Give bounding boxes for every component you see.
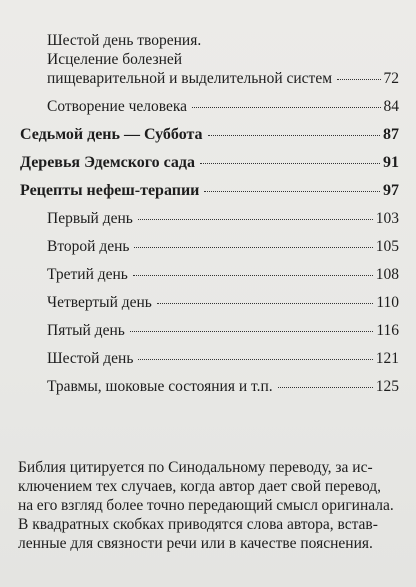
toc-entry-title: Сотворение человека xyxy=(47,98,188,115)
toc-entry-page: 87 xyxy=(383,126,399,143)
dot-leader xyxy=(204,191,380,192)
toc-entry-recipe-day-5[interactable] xyxy=(47,322,399,340)
toc-entry-title: Третий день xyxy=(47,266,128,283)
toc-entry-page: 72 xyxy=(383,70,399,87)
toc-entry-title: Пятый день xyxy=(47,322,125,339)
toc-entry-page: 84 xyxy=(383,98,399,115)
dot-leader xyxy=(130,331,374,332)
toc-entry-recipe-day-2[interactable] xyxy=(47,238,399,256)
dot-leader xyxy=(133,275,373,276)
dot-leader xyxy=(200,163,380,164)
footnote-line: ключением тех случаев, когда автор дает свой перевод, xyxy=(18,478,382,495)
toc-entry-page: 103 xyxy=(375,210,399,227)
toc-entry-eden-trees[interactable] xyxy=(20,154,399,172)
toc-day6-subtitle: Исцеление болезней xyxy=(47,51,183,68)
toc-entry-page: 97 xyxy=(383,182,399,199)
toc-entry-recipe-day-4[interactable] xyxy=(47,294,399,312)
toc-entry-page: 116 xyxy=(376,322,399,339)
dot-leader xyxy=(278,387,373,388)
toc-entry-recipe-day-6[interactable] xyxy=(47,350,399,368)
toc-entry-page: 91 xyxy=(383,154,399,171)
toc-day6-title: Шестой день творения. xyxy=(47,32,202,49)
toc-entry-page: 110 xyxy=(376,294,399,311)
footnote-line: Библия цитируется по Синодальному переводу, за ис- xyxy=(18,459,373,476)
toc-entry-page: 125 xyxy=(375,378,399,395)
dot-leader xyxy=(208,135,380,136)
toc-entry-title: Шестой день xyxy=(47,350,134,367)
toc-entry-title: Деревья Эдемского сада xyxy=(20,154,195,171)
dot-leader xyxy=(337,79,380,80)
toc-entry-title: Первый день xyxy=(47,210,133,227)
dot-leader xyxy=(138,359,372,360)
toc-entry-recipes[interactable] xyxy=(20,182,399,200)
toc-entry-day7[interactable] xyxy=(20,126,399,144)
toc-entry-digestive[interactable] xyxy=(47,70,399,88)
dot-leader xyxy=(192,107,380,108)
toc-entry-title: Второй день xyxy=(47,238,130,255)
toc-entry-recipe-day-1[interactable] xyxy=(47,210,399,228)
toc-entry-title: Седьмой день — Суббота xyxy=(20,126,203,143)
toc-entry-title: пищеварительной и выделительной систем xyxy=(47,70,333,87)
dot-leader xyxy=(138,219,373,220)
toc-entry-title: Четвертый день xyxy=(47,294,152,311)
footnote-line: на его взгляд более точно передающий смысл оригинала. xyxy=(18,497,394,514)
toc-entry-trauma[interactable] xyxy=(47,378,399,396)
toc-entry-creation-of-man[interactable] xyxy=(47,98,399,116)
dot-leader xyxy=(134,247,372,248)
toc-entry-recipe-day-3[interactable] xyxy=(47,266,399,284)
footnote-line: ленные для связности речи или в качестве пояснения. xyxy=(18,535,373,552)
toc-entry-page: 105 xyxy=(375,238,399,255)
footnote-line: В квадратных скобках приводятся слова автора, встав- xyxy=(18,516,378,533)
dot-leader xyxy=(157,303,373,304)
toc-entry-title: Травмы, шоковые состояния и т.п. xyxy=(47,378,273,395)
toc-entry-page: 108 xyxy=(375,266,399,283)
toc-entry-title: Рецепты нефеш-терапии xyxy=(20,182,200,199)
toc-entry-page: 121 xyxy=(375,350,399,367)
